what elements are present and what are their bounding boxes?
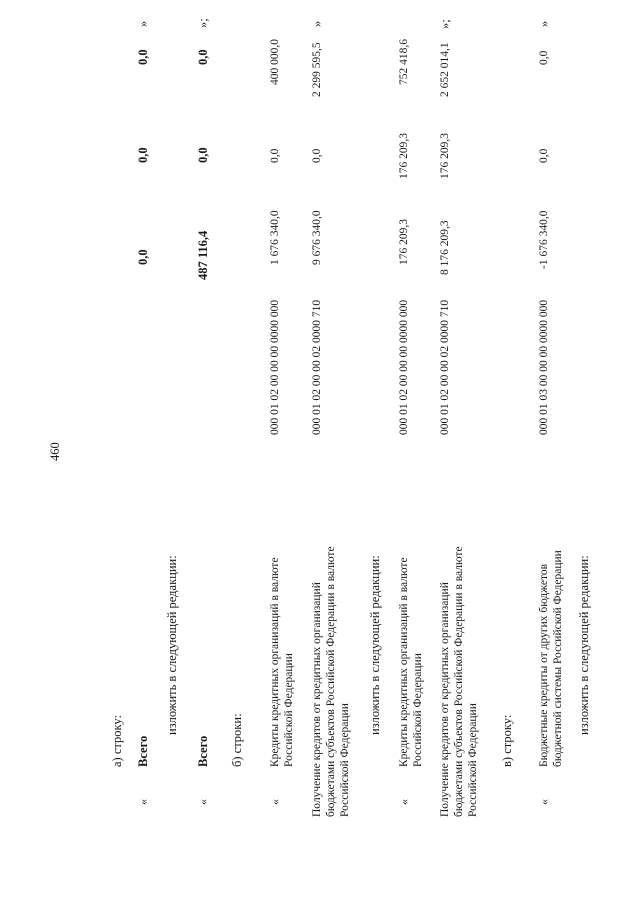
section-a-label: а) строку:	[110, 715, 124, 767]
b-old-row-2-name: Получение кредитов от кредитных организаций бюджетами субъектов Российской Федерации в валюте Российской Федерации	[311, 546, 351, 817]
a-total-new-label: Всего	[196, 735, 210, 767]
b-new-row-2-v1: 8 176 209,3	[439, 220, 451, 275]
c-row-v1: -1 676 340,0	[538, 210, 550, 269]
quote-close-mark: »;	[196, 18, 210, 28]
b-old-row-1-v3: 400 000,0	[269, 39, 281, 85]
b-new-row-2-name: Получение кредитов от кредитных организаций бюджетами субъектов Российской Федерации в валюте Российской Федерации	[439, 546, 479, 817]
quote-open-mark: «	[196, 799, 210, 805]
quote-close-mark: »	[537, 20, 551, 27]
c-reword-text: изложить в следующей редакции:	[577, 555, 591, 735]
a-reword-text: изложить в следующей редакции:	[165, 555, 179, 735]
section-b-label: б) строки:	[230, 713, 244, 767]
b-new-row-2-v2: 176 209,3	[439, 133, 451, 179]
c-row-code: 000 01 03 00 00 00 0000 000	[538, 299, 550, 435]
a-total-v1: 0,0	[136, 249, 150, 265]
quote-open-mark: «	[537, 799, 551, 805]
b-old-row-1-name: Кредиты кредитных организаций в валюте Российской Федерации	[269, 557, 295, 767]
b-old-row-1-v1: 1 676 340,0	[269, 210, 281, 265]
a-total-label: Всего	[136, 735, 150, 767]
c-row-name: Бюджетные кредиты от других бюджетов бюджетной системы Российской Федерации	[538, 550, 564, 767]
quote-close-mark: »	[310, 20, 324, 27]
page-number: 460	[48, 442, 62, 461]
b-old-row-2-code: 000 01 02 00 00 02 0000 710	[311, 299, 323, 435]
b-reword-text: изложить в следующей редакции:	[368, 555, 382, 735]
c-row-v2: 0,0	[538, 148, 550, 163]
b-old-row-2-v1: 9 676 340,0	[311, 210, 323, 265]
b-new-row-2-v3: 2 652 014,1	[439, 42, 451, 97]
quote-open-mark: «	[397, 799, 411, 805]
b-new-row-1-v2: 176 209,3	[398, 133, 410, 179]
b-old-row-1-v2: 0,0	[269, 148, 281, 163]
c-row-v3: 0,0	[538, 50, 550, 65]
b-new-row-2-code: 000 01 02 00 00 02 0000 710	[439, 299, 451, 435]
quote-open-mark: «	[136, 799, 150, 805]
a-total-v2: 0,0	[136, 147, 150, 163]
quote-close-mark: »	[136, 20, 150, 27]
b-old-row-2-v3: 2 299 595,5	[311, 42, 323, 97]
a-total-new-v2: 0,0	[196, 147, 210, 163]
b-new-row-1-code: 000 01 02 00 00 00 0000 000	[398, 299, 410, 435]
quote-close-mark: »;	[438, 19, 452, 29]
quote-open-mark: «	[268, 799, 282, 805]
section-c-label: в) строку:	[500, 714, 514, 767]
a-total-new-v3: 0,0	[196, 49, 210, 65]
b-new-row-1-v3: 752 418,6	[398, 39, 410, 85]
b-new-row-1-name: Кредиты кредитных организаций в валюте Российской Федерации	[398, 557, 424, 767]
a-total-new-v1: 487 116,4	[196, 230, 210, 280]
b-old-row-1-code: 000 01 02 00 00 00 0000 000	[269, 299, 281, 435]
b-new-row-1-v1: 176 209,3	[398, 219, 410, 265]
b-old-row-2-v2: 0,0	[311, 148, 323, 163]
a-total-v3: 0,0	[136, 49, 150, 65]
